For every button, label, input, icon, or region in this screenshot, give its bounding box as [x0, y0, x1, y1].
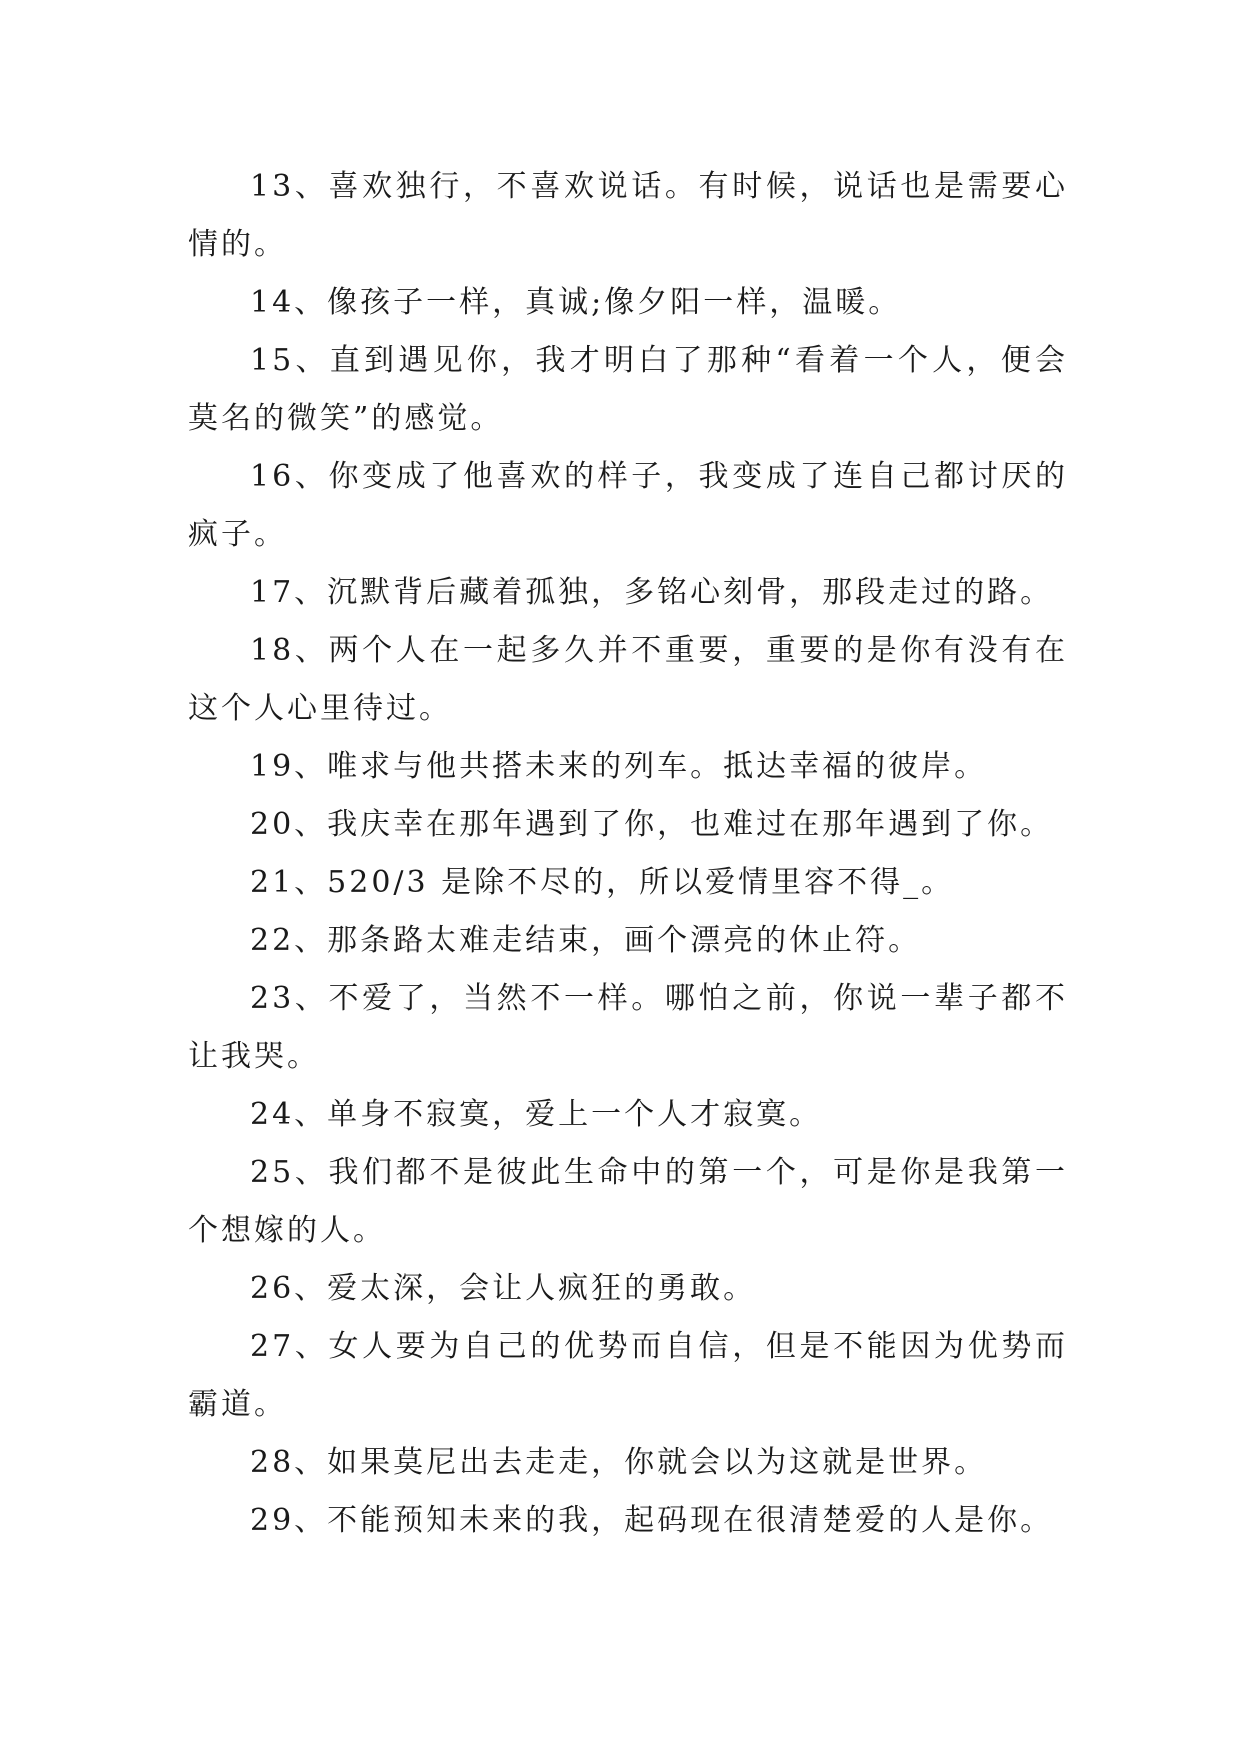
quote-paragraph-21: 21、520/3 是除不尽的，所以爱情里容不得_。 [250, 865, 955, 900]
quote-paragraph-24: 24、单身不寂寞，爱上一个人才寂寞。 [250, 1097, 823, 1132]
quote-paragraph-22: 22、那条路太难走结束，画个漂亮的休止符。 [250, 923, 922, 958]
quote-paragraph-15: 15、直到遇见你，我才明白了那种“看着一个人，便会莫名的微笑”的感觉。 [188, 343, 1068, 436]
quote-paragraph-20: 20、我庆幸在那年遇到了你，也难过在那年遇到了你。 [250, 807, 1054, 842]
quote-paragraph-29: 29、不能预知未来的我，起码现在很清楚爱的人是你。 [250, 1503, 1054, 1538]
quote-paragraph-16: 16、你变成了他喜欢的样子，我变成了连自己都讨厌的疯子。 [188, 459, 1068, 552]
quote-paragraph-25: 25、我们都不是彼此生命中的第一个，可是你是我第一个想嫁的人。 [188, 1155, 1068, 1248]
quote-paragraph-14: 14、像孩子一样，真诚;像夕阳一样，温暖。 [250, 285, 902, 320]
quote-paragraph-18: 18、两个人在一起多久并不重要，重要的是你有没有在这个人心里待过。 [188, 633, 1068, 726]
quote-paragraph-27: 27、女人要为自己的优势而自信，但是不能因为优势而霸道。 [188, 1329, 1068, 1422]
quote-paragraph-26: 26、爱太深，会让人疯狂的勇敢。 [250, 1271, 757, 1306]
quote-paragraph-17: 17、沉默背后藏着孤独，多铭心刻骨，那段走过的路。 [250, 575, 1054, 610]
quote-paragraph-13: 13、喜欢独行，不喜欢说话。有时候，说话也是需要心情的。 [188, 169, 1068, 262]
quote-paragraph-23: 23、不爱了，当然不一样。哪怕之前，你说一辈子都不让我哭。 [188, 981, 1068, 1074]
quote-paragraph-28: 28、如果莫尼出去走走，你就会以为这就是世界。 [250, 1445, 988, 1480]
quote-paragraph-19: 19、唯求与他共搭未来的列车。抵达幸福的彼岸。 [250, 749, 988, 784]
document-body [188, 158, 1068, 1550]
